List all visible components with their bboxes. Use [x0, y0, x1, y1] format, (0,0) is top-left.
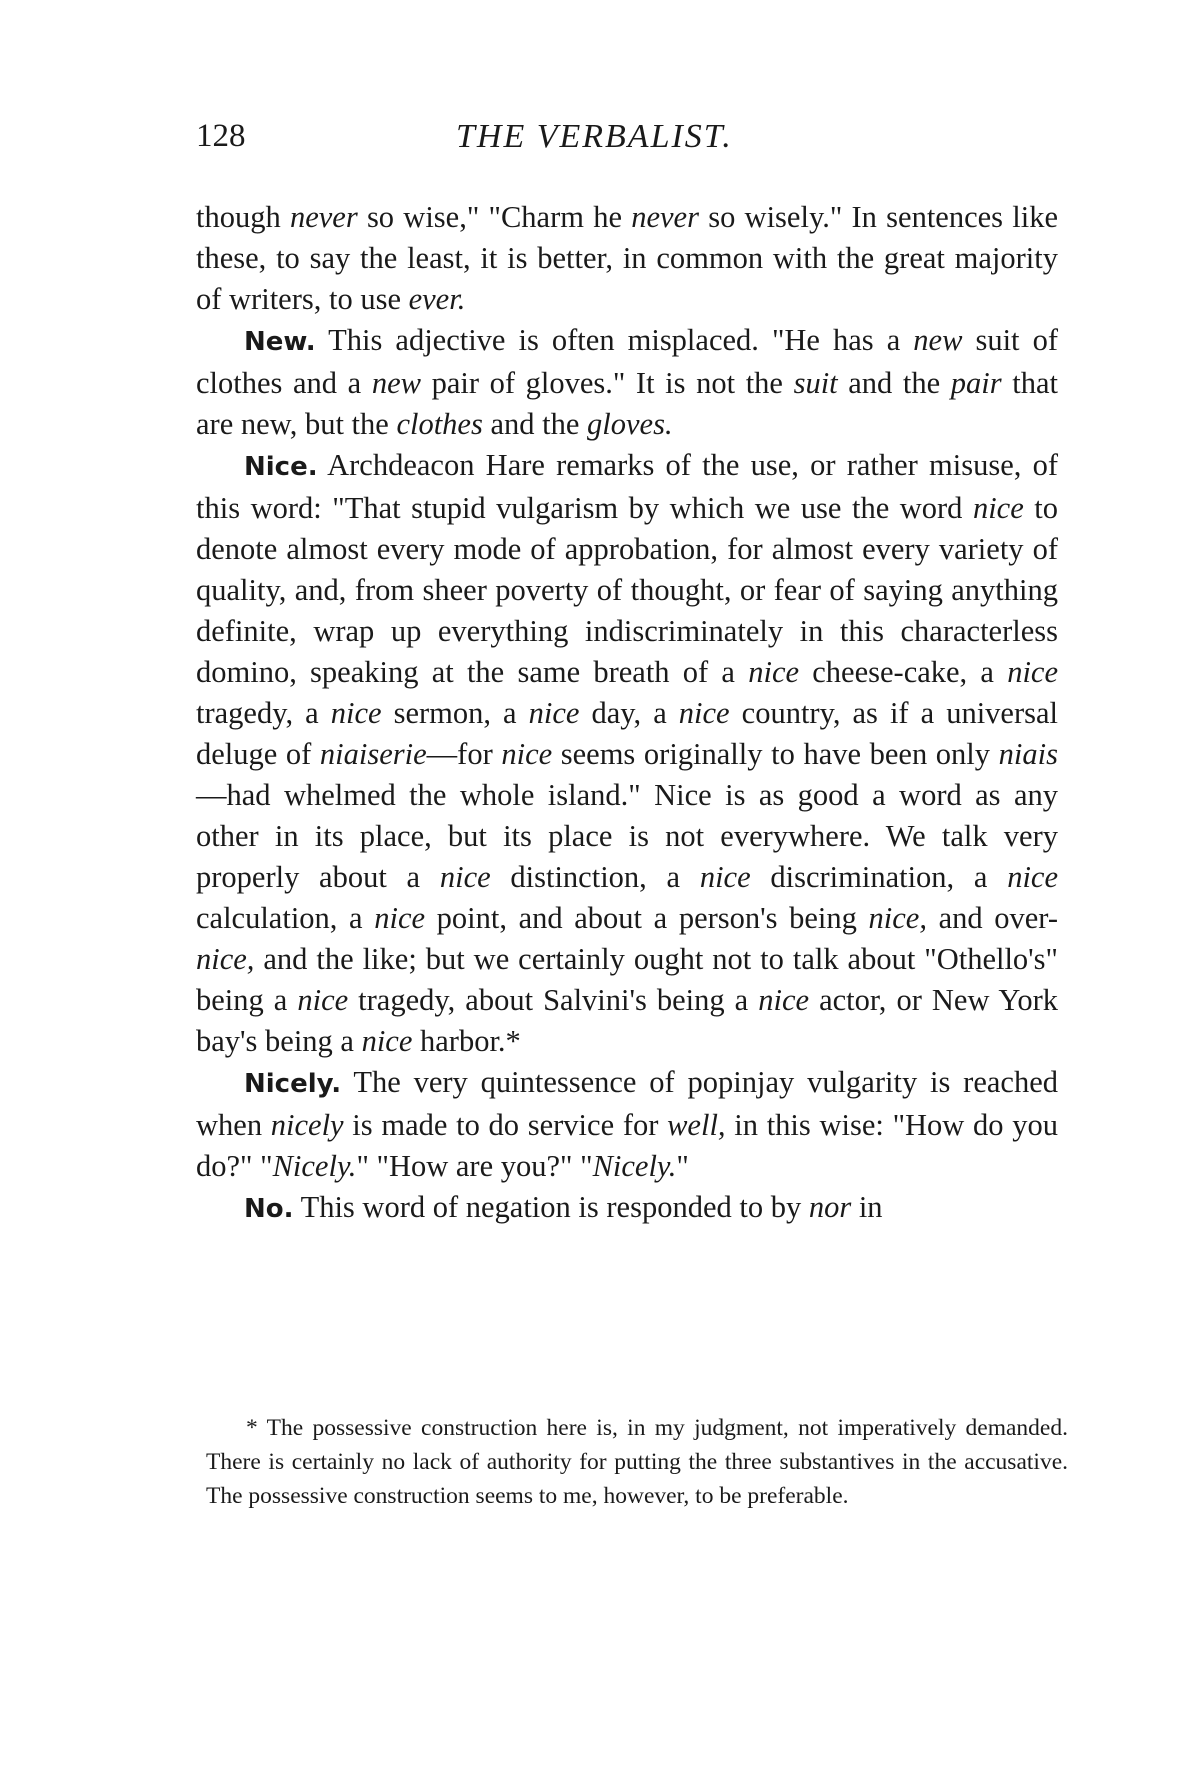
- text-run: " "How are you?" ": [356, 1149, 593, 1183]
- page-header: [196, 118, 1056, 168]
- entry-new: [196, 320, 1058, 445]
- text-run: seems originally to have been only: [552, 737, 999, 771]
- italic-run: nice: [1007, 860, 1059, 894]
- text-run: tragedy, a: [196, 696, 331, 730]
- italic-run: never: [631, 200, 699, 234]
- text-run: and the: [482, 407, 588, 441]
- text-run: This word of negation is responded to by: [293, 1190, 809, 1224]
- italic-run: nice: [758, 983, 810, 1017]
- text-run: and the like; but we certainly ought not to talk about "Othello's" being a: [196, 942, 1058, 1017]
- text-run: is made to do service for: [343, 1108, 668, 1142]
- italic-run: never: [289, 200, 358, 234]
- italic-run: nice,: [868, 901, 927, 935]
- italic-run: nice: [528, 696, 580, 730]
- text-run: and over-: [926, 901, 1058, 935]
- text-run: Archdeacon Hare remarks of the use, or rather misuse, of this word: "That stupid vulgarism by which we use the word: [196, 448, 1058, 525]
- running-title: THE VERBALIST.: [456, 118, 733, 155]
- italic-run: suit: [793, 366, 838, 400]
- italic-run: nice: [330, 696, 382, 730]
- text-run: to denote almost every mode of approbation, for almost every variety of quality, and, from sheer poverty of thought, or fear of saying anything definite, wrap up everything indiscriminately in this characterless domino, speaking at the same breath of a: [196, 491, 1058, 689]
- text-run: pair of gloves." It is not the: [420, 366, 794, 400]
- text-run: in: [851, 1190, 883, 1224]
- page-number: 128: [196, 118, 246, 154]
- text-run: —for: [426, 737, 502, 771]
- text-run: tragedy, about Salvini's being a: [348, 983, 759, 1017]
- italic-run: nice: [501, 737, 553, 771]
- text-run: discrimination, a: [750, 860, 1008, 894]
- entry-no: [196, 1187, 1058, 1230]
- text-run: so wise," "Charm he: [357, 200, 632, 234]
- text-run: calculation, a: [196, 901, 375, 935]
- italic-run: nice: [1007, 655, 1058, 689]
- body-text: [196, 197, 1058, 1230]
- text-run: and the: [837, 366, 951, 400]
- italic-run: gloves.: [587, 407, 673, 441]
- italic-run: nor: [808, 1190, 852, 1224]
- text-run: harbor.*: [412, 1024, 521, 1058]
- italic-run: nice: [699, 860, 751, 894]
- italic-run: clothes: [396, 407, 483, 441]
- entry-term: Nicely.: [244, 1069, 342, 1099]
- italic-run: niaiserie: [319, 737, 427, 771]
- text-run: sermon, a: [381, 696, 529, 730]
- italic-run: well,: [667, 1108, 726, 1142]
- footnote: [206, 1411, 1068, 1513]
- entry-nicely: [196, 1062, 1058, 1187]
- italic-run: nice: [678, 696, 730, 730]
- italic-run: Nicely.: [592, 1149, 677, 1183]
- text-run: in this wise: "How do you do?" ": [196, 1108, 1058, 1183]
- italic-run: nice,: [196, 942, 255, 976]
- italic-run: new: [371, 366, 421, 400]
- italic-run: nice: [439, 860, 491, 894]
- text-run: cheese-cake, a: [799, 655, 1008, 689]
- text-run: country, as if a universal deluge of: [196, 696, 1059, 771]
- footnote-text: * The possessive construction here is, in my judgment, not imperatively demanded. There is certainly no lack of authority for putting the three substantives in the accusative. The possessive construction seems to me, however, to be preferable.: [206, 1415, 1068, 1509]
- italic-run: niais: [998, 737, 1058, 771]
- italic-run: nice: [361, 1024, 413, 1058]
- text-run: actor, or New York bay's being a: [196, 983, 1058, 1058]
- italic-run: nicely: [270, 1108, 344, 1142]
- italic-run: nice: [972, 491, 1024, 525]
- italic-run: nice: [748, 655, 800, 689]
- entry-term: New.: [244, 327, 316, 357]
- text-run: suit of clothes and a: [196, 323, 1058, 400]
- text-run: though: [196, 200, 290, 234]
- italic-run: nice: [297, 983, 349, 1017]
- italic-run: Nicely.: [272, 1149, 357, 1183]
- italic-run: pair: [950, 366, 1002, 400]
- text-run: so wisely." In sentences like these, to say the least, it is better, in common with the great majority of writers, to use: [196, 200, 1058, 316]
- text-run: that are new, but the: [196, 366, 1058, 441]
- text-run: This adjective is often misplaced. "He has a: [315, 323, 914, 357]
- text-run: The very quintessence of popinjay vulgarity is reached when: [196, 1065, 1058, 1142]
- entry-term: Nice.: [244, 452, 318, 482]
- continued-paragraph: [196, 197, 1058, 320]
- italic-run: ever.: [408, 282, 466, 316]
- text-run: day, a: [579, 696, 679, 730]
- text-run: point, and about a person's being: [425, 901, 869, 935]
- text-run: ": [676, 1149, 689, 1183]
- text-run: distinction, a: [490, 860, 700, 894]
- italic-run: nice: [374, 901, 426, 935]
- entry-term: No.: [244, 1194, 294, 1224]
- text-run: —had whelmed the whole island." Nice is as good a word as any other in its place, but its place is not everywhere. We talk very properly about a: [196, 778, 1058, 894]
- italic-run: new: [913, 323, 963, 357]
- entry-nice: [196, 445, 1058, 1062]
